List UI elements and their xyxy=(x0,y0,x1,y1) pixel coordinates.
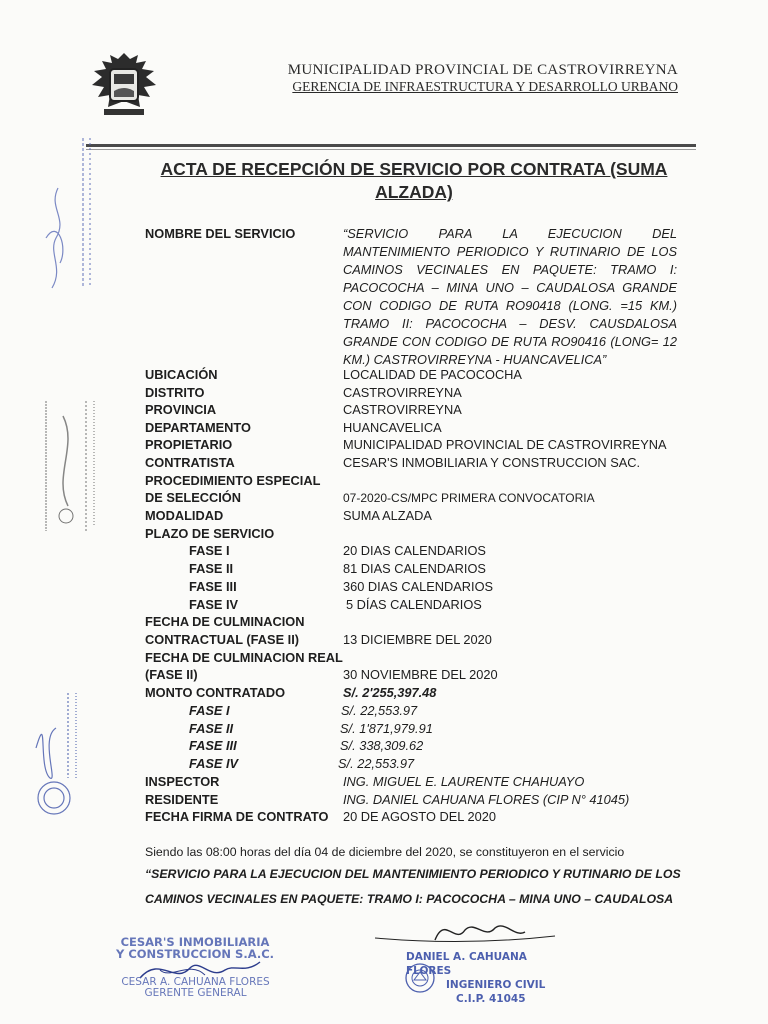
inspector-value: ING. MIGUEL E. LAURENTE CHAHUAYO xyxy=(343,774,585,789)
contract-sign-date-label: FECHA FIRMA DE CONTRATO xyxy=(145,809,329,824)
real-end-value: 30 NOVIEMBRE DEL 2020 xyxy=(343,667,498,682)
procedure-value: 07-2020-CS/MPC PRIMERA CONVOCATORIA xyxy=(343,491,595,505)
document-header xyxy=(250,62,678,94)
contract-amount-label: MONTO CONTRATADO xyxy=(145,685,286,700)
owner-value: MUNICIPALIDAD PROVINCIAL DE CASTROVIRREYNA xyxy=(343,437,667,452)
modality-value: SUMA ALZADA xyxy=(343,508,432,523)
municipality-name: MUNICIPALIDAD PROVINCIAL DE CASTROVIRREYNA xyxy=(287,62,678,78)
department-label: DEPARTAMENTO xyxy=(145,420,251,435)
district-label: DISTRITO xyxy=(145,385,205,400)
term-phase-2-value: 81 DIAS CALENDARIOS xyxy=(343,561,486,576)
contractor-label: CONTRATISTA xyxy=(145,455,235,470)
procedure-label-2: DE SELECCIÓN xyxy=(145,490,241,505)
body-paragraph-line-1: Siendo las 08:00 horas del día 04 de diciembre del 2020, se constituyeron en el servicio xyxy=(145,845,625,859)
resident-signer-role: INGENIERO CIVIL xyxy=(446,979,546,991)
real-end-label-2: (FASE II) xyxy=(145,667,198,682)
contractor-stamp-line-2: Y CONSTRUCCION S.A.C. xyxy=(116,947,274,961)
contractor-stamp-line-1: CESAR'S INMOBILIARIA xyxy=(120,935,270,949)
body-paragraph-line-2: “SERVICIO PARA LA EJECUCION DEL MANTENIMIENTO PERIODICO Y RUTINARIO DE LOS xyxy=(145,867,681,881)
engineering-seal-icon xyxy=(404,962,436,994)
real-end-label-1: FECHA DE CULMINACION REAL xyxy=(145,650,343,665)
margin-stamp-signature-top xyxy=(38,128,98,298)
resident-signature xyxy=(375,910,560,950)
resident-signer-cip: C.I.P. 41045 xyxy=(456,993,526,1005)
service-name-value: “SERVICIO PARA LA EJECUCION DEL MANTENIMIENTO PERIODICO Y RUTINARIO DE LOS CAMINOS VECINALES EN PAQUETE: TRAMO I: PACOCOCHA – MINA UNO – CAUDALOSA GRANDE CON CODIGO DE RUTA RO90418 (LONG. =15 KM.) TRAMO II: PACOCOCHA – DESV. CAUSDALOSA GRANDE CON CODIGO DE RUTA RO90416 (LONG= 12 KM.) CASTROVIRREYNA - HUANCAVELICA” xyxy=(343,226,677,367)
inspector-label: INSPECTOR xyxy=(145,774,220,789)
contract-end-value: 13 DICIEMBRE DEL 2020 xyxy=(343,632,492,647)
amount-phase-2-label: FASE II xyxy=(189,721,234,736)
amount-phase-4-value: S/. 22,553.97 xyxy=(338,756,415,771)
coat-of-arms-logo xyxy=(84,47,164,125)
term-phase-1-value: 20 DIAS CALENDARIOS xyxy=(343,543,486,558)
contract-end-label-2: CONTRACTUAL (FASE II) xyxy=(145,632,300,647)
resident-label: RESIDENTE xyxy=(145,792,219,807)
location-label: UBICACIÓN xyxy=(145,367,218,382)
contract-end-label-1: FECHA DE CULMINACION xyxy=(145,614,305,629)
amount-phase-3-label: FASE III xyxy=(189,738,237,753)
header-divider-thin xyxy=(86,149,696,150)
service-name-label: NOMBRE DEL SERVICIO xyxy=(145,226,296,241)
contract-sign-date-value: 20 DE AGOSTO DEL 2020 xyxy=(343,809,496,824)
body-paragraph-line-3: CAMINOS VECINALES EN PAQUETE: TRAMO I: PACOCOCHA – MINA UNO – CAUDALOSA xyxy=(145,892,674,906)
margin-stamp-inspector xyxy=(28,688,90,828)
contract-amount-value: S/. 2'255,397.48 xyxy=(343,685,437,700)
province-value: CASTROVIRREYNA xyxy=(343,402,462,417)
modality-label: MODALIDAD xyxy=(145,508,224,523)
header-divider xyxy=(86,144,696,147)
term-phase-1-label: FASE I xyxy=(189,543,230,558)
term-phase-4-value: 5 DÍAS CALENDARIOS xyxy=(346,597,482,612)
amount-phase-4-label: FASE IV xyxy=(189,756,239,771)
term-phase-4-label: FASE IV xyxy=(189,597,239,612)
resident-signer-name: DANIEL A. CAHUANA FLORES xyxy=(406,951,527,977)
term-phase-3-value: 360 DIAS CALENDARIOS xyxy=(343,579,494,594)
amount-phase-3-value: S/. 338,309.62 xyxy=(340,738,424,753)
resident-value: ING. DANIEL CAHUANA FLORES (CIP N° 41045) xyxy=(343,792,630,807)
contractor-signature-block xyxy=(108,977,283,999)
province-label: PROVINCIA xyxy=(145,402,217,417)
department-value: HUANCAVELICA xyxy=(343,420,442,435)
amount-phase-1-value: S/. 22,553.97 xyxy=(341,703,418,718)
contractor-signer-role: GERENTE GENERAL xyxy=(144,987,247,999)
procedure-label-1: PROCEDIMIENTO ESPECIAL xyxy=(145,473,321,488)
location-value: LOCALIDAD DE PACOCOCHA xyxy=(343,367,522,382)
service-term-label: PLAZO DE SERVICIO xyxy=(145,526,275,541)
term-phase-3-label: FASE III xyxy=(189,579,237,594)
term-phase-2-label: FASE II xyxy=(189,561,234,576)
contractor-value: CESAR'S INMOBILIARIA Y CONSTRUCCION SAC. xyxy=(343,455,641,470)
owner-label: PROPIETARIO xyxy=(145,437,233,452)
district-value: CASTROVIRREYNA xyxy=(343,385,462,400)
department-name: GERENCIA DE INFRAESTRUCTURA Y DESARROLLO URBANO xyxy=(292,79,678,94)
title-line-1: ACTA DE RECEPCIÓN DE SERVICIO POR CONTRATA (SUMA xyxy=(160,159,668,179)
margin-stamp-analyst xyxy=(38,396,102,538)
amount-phase-2-value: S/. 1'871,979.91 xyxy=(340,721,433,736)
title-line-2: ALZADA) xyxy=(375,182,453,202)
contractor-signer-name: CESAR A. CAHUANA FLORES xyxy=(121,976,270,988)
amount-phase-1-label: FASE I xyxy=(189,703,230,718)
document-title xyxy=(140,158,688,204)
